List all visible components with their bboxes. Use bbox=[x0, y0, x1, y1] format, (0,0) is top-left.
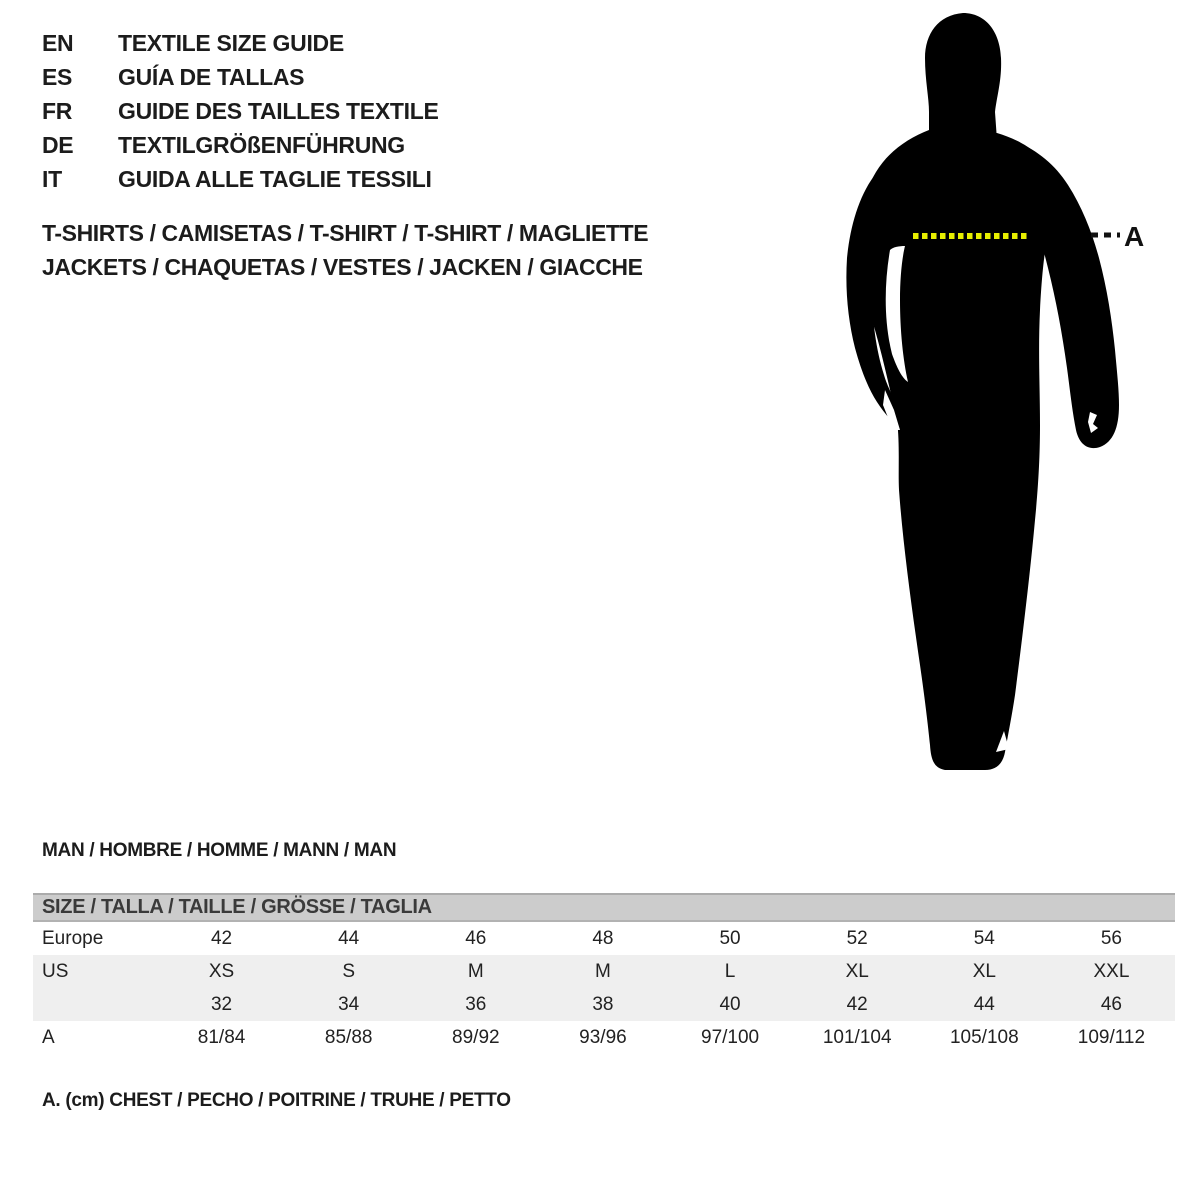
table-cell: 32 bbox=[210, 994, 233, 1015]
table-cell: 40 bbox=[719, 994, 741, 1015]
table-cell: 34 bbox=[338, 994, 360, 1015]
table-cell: S bbox=[342, 961, 356, 982]
table-cell: 46 bbox=[465, 928, 487, 949]
measurement-footnote: A. (cm) CHEST / PECHO / POITRINE / TRUHE / PETTO bbox=[42, 1090, 511, 1111]
table-cell: 81/84 bbox=[197, 1027, 246, 1048]
language-row-en bbox=[42, 26, 439, 60]
row-label: A bbox=[42, 1027, 55, 1048]
silhouette-head bbox=[925, 13, 1001, 140]
figure-area bbox=[820, 0, 1200, 800]
table-cell: L bbox=[724, 961, 736, 982]
silhouette-body bbox=[859, 130, 1055, 770]
language-code: IT bbox=[42, 166, 62, 192]
table-cell: 38 bbox=[592, 994, 614, 1015]
table-cell: 42 bbox=[210, 928, 233, 949]
language-label: GUIDE DES TAILLES TEXTILE bbox=[118, 98, 439, 124]
table-cell: 85/88 bbox=[324, 1027, 373, 1048]
row-label: US bbox=[42, 961, 69, 982]
table-cell: XL bbox=[972, 961, 996, 982]
table-cell: XS bbox=[208, 961, 235, 982]
language-code: DE bbox=[42, 132, 74, 158]
language-label: GUIDA ALLE TAGLIE TESSILI bbox=[118, 166, 432, 192]
table-cell: 44 bbox=[338, 928, 360, 949]
language-code: ES bbox=[42, 64, 73, 90]
table-cell: 89/92 bbox=[452, 1027, 500, 1048]
table-cell: M bbox=[595, 961, 611, 982]
table-cell: 109/112 bbox=[1077, 1027, 1146, 1048]
table-cell: 54 bbox=[973, 928, 995, 949]
language-code: EN bbox=[42, 30, 74, 56]
table-cell: 42 bbox=[846, 994, 868, 1015]
table-cell: 101/104 bbox=[822, 1027, 892, 1048]
section-title-man: MAN / HOMBRE / HOMME / MANN / MAN bbox=[42, 840, 397, 861]
language-row-de bbox=[42, 128, 439, 162]
language-code: FR bbox=[42, 98, 73, 124]
table-cell: 93/96 bbox=[579, 1027, 627, 1048]
table-cell: XXL bbox=[1093, 961, 1130, 982]
table-row-europe bbox=[33, 922, 1175, 955]
table-cell: 56 bbox=[1100, 928, 1122, 949]
category-line-tshirts: T-SHIRTS / CAMISETAS / T-SHIRT / T-SHIRT / MAGLIETTE bbox=[42, 220, 649, 246]
language-row-it bbox=[42, 162, 439, 196]
category-lines bbox=[42, 216, 648, 284]
table-cell: XL bbox=[845, 961, 869, 982]
table-cell: 36 bbox=[465, 994, 487, 1015]
size-table bbox=[33, 893, 1175, 1054]
row-label: Europe bbox=[42, 928, 104, 949]
measure-a-label: A bbox=[1124, 221, 1145, 252]
table-row-chest-a bbox=[33, 1021, 1175, 1054]
man-silhouette-figure bbox=[820, 0, 1200, 800]
table-row-alt-sizes bbox=[33, 988, 1175, 1021]
table-cell: 44 bbox=[973, 994, 995, 1015]
language-label: TEXTILE SIZE GUIDE bbox=[118, 30, 344, 56]
table-row-us bbox=[33, 955, 1175, 988]
size-table-header: SIZE / TALLA / TAILLE / GRÖSSE / TAGLIA bbox=[33, 893, 1175, 922]
table-cell: 48 bbox=[592, 928, 614, 949]
row-label bbox=[33, 988, 158, 1021]
table-cell: 52 bbox=[846, 928, 868, 949]
table-cell: 97/100 bbox=[701, 1027, 760, 1048]
category-line-jackets: JACKETS / CHAQUETAS / VESTES / JACKEN / GIACCHE bbox=[42, 254, 643, 280]
language-row-es bbox=[42, 60, 439, 94]
table-cell: 46 bbox=[1100, 994, 1122, 1015]
language-list bbox=[42, 26, 439, 196]
language-row-fr bbox=[42, 94, 439, 128]
table-cell: 105/108 bbox=[949, 1027, 1019, 1048]
language-label: GUÍA DE TALLAS bbox=[118, 64, 305, 90]
table-cell: M bbox=[467, 961, 484, 982]
language-label: TEXTILGRÖßENFÜHRUNG bbox=[118, 132, 405, 158]
table-cell: 50 bbox=[719, 928, 741, 949]
